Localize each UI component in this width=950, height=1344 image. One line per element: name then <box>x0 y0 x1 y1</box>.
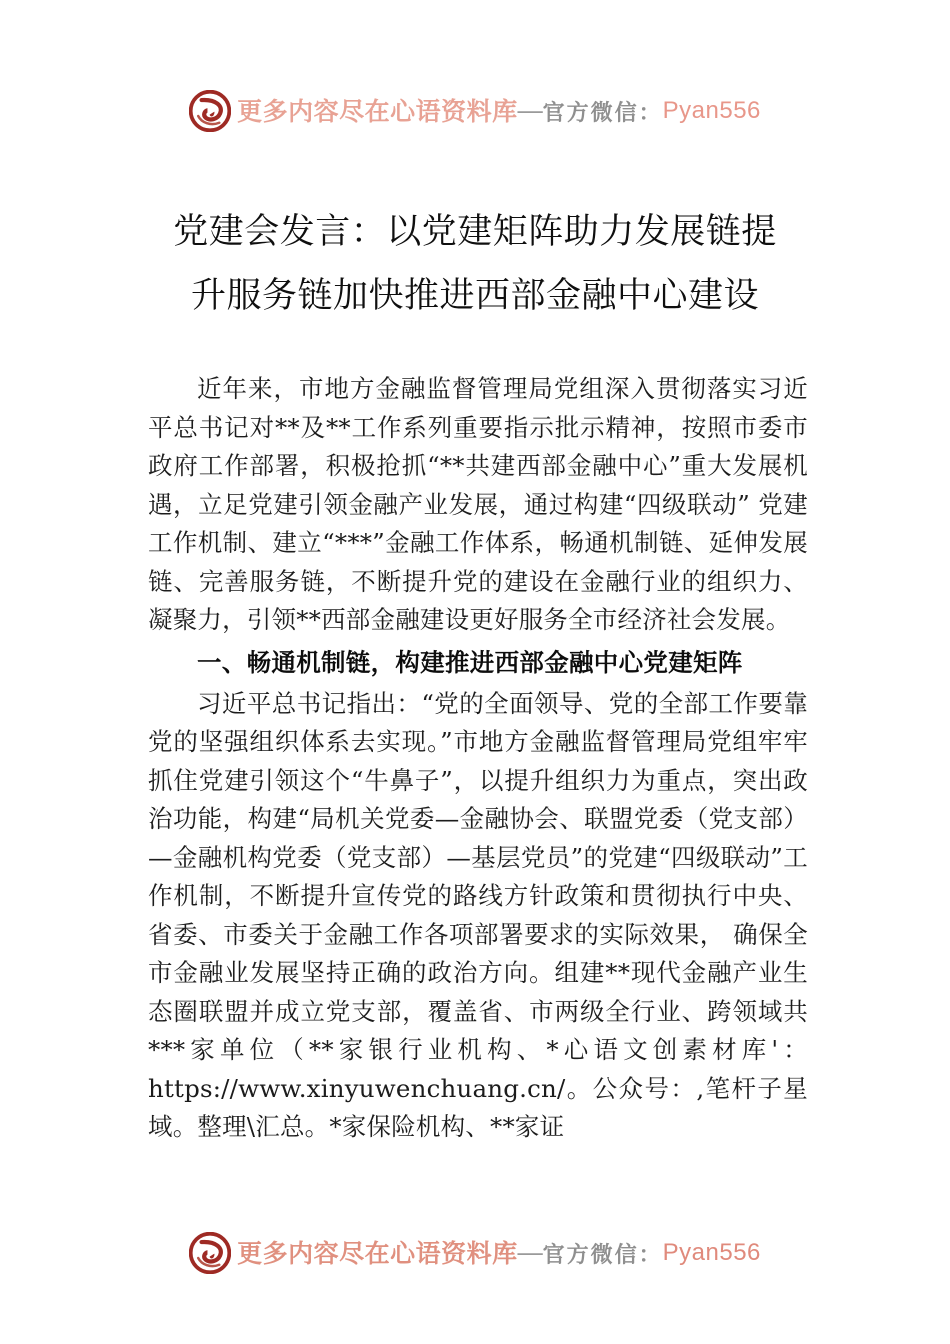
document-body <box>148 370 808 1147</box>
watermark-main-text: 更多内容尽在心语资料库 <box>237 96 518 126</box>
swirl-circle-logo-icon <box>189 1232 231 1274</box>
section-heading-1: 一、畅通机制链，构建推进西部金融中心党建矩阵 <box>197 647 743 677</box>
watermark-label: 官方微信： <box>542 1241 663 1268</box>
page-title: 党建会发言：以党建矩阵助力发展链提升服务链加快推进西部金融中心建设 <box>173 212 777 316</box>
watermark-footer <box>0 1232 950 1274</box>
watermark-label: 官方微信： <box>542 99 663 126</box>
watermark-header <box>0 90 950 132</box>
paragraph-section-1: 习近平总书记指出：“党的全面领导、党的全部工作要靠党的坚强组织体系去实现。”市地方金融监督管理局党组牢牢抓住党建引领这个“牛鼻子”，以提升组织力为重点，突出政治功能，构建“局机关党委—金融协会、联盟党委（党支部）—金融机构党委（党支部）—基层党员”的党建“四级联动”工作机制，不断提升宣传党的路线方针政策和贯彻执行中央、省委、市委关于金融工作各项部署要求的实际效果， 确保全市金融业发展坚持正确的政治方向。组建**现代金融产业生态圈联盟并成立党支部，覆盖省、市两级全行业、跨领域共***家单位（**家银行业机构、*心语文创素材库'：https://www.xinyuwenchuang.cn/。公众号：,笔杆子星域。整理\汇总。*家保险机构、**家证 <box>148 688 808 1141</box>
watermark-dash: — <box>517 1239 543 1266</box>
title-container <box>0 200 950 328</box>
watermark-handle: Pyan556 <box>662 1239 761 1266</box>
watermark-dash: — <box>517 97 543 124</box>
watermark-handle: Pyan556 <box>662 97 761 124</box>
watermark-main-text: 更多内容尽在心语资料库 <box>237 1238 518 1268</box>
paragraph-intro: 近年来，市地方金融监督管理局党组深入贯彻落实习近平总书记对**及**工作系列重要指示批示精神，按照市委市政府工作部署，积极抢抓“**共建西部金融中心”重大发展机遇，立足党建引领金融产业发展，通过构建“四级联动” 党建工作机制、建立“***”金融工作体系，畅通机制链、延伸发展链、完善服务链，不断提升党的建设在金融行业的组织力、凝聚力，引领**西部金融建设更好服务全市经济社会发展。 <box>148 374 808 634</box>
swirl-circle-logo-icon <box>189 90 231 132</box>
